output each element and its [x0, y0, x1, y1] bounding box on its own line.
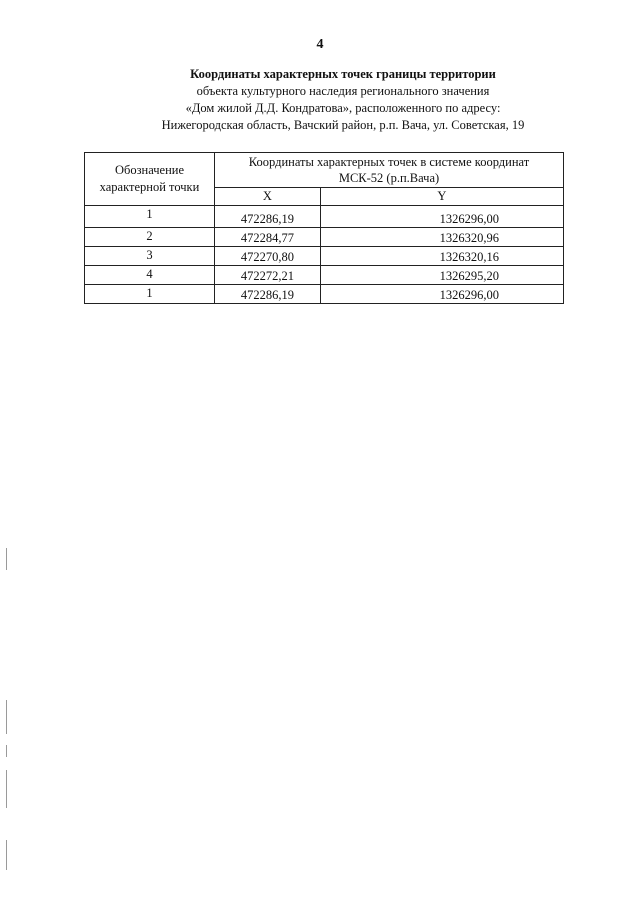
- scan-margin-mark: [6, 700, 7, 734]
- heading-object-type: объекта культурного наследия регионального значения: [196, 84, 490, 98]
- cell-x: 472270,80: [215, 247, 321, 266]
- scan-margin-mark: [6, 770, 7, 808]
- cell-x: 472286,19: [215, 206, 321, 228]
- cell-x: 472286,19: [215, 285, 321, 304]
- heading-object-name: «Дом жилой Д.Д. Кондратова», расположенного по адресу:: [185, 101, 501, 115]
- cell-y: 1326320,16: [320, 247, 563, 266]
- heading-title: Координаты характерных точек границы территории: [190, 67, 496, 81]
- cell-y: 1326295,20: [320, 266, 563, 285]
- cell-point: 1: [85, 285, 215, 304]
- cell-y: 1326296,00: [320, 206, 563, 228]
- page-number: 4: [316, 37, 324, 52]
- cell-point: 4: [85, 266, 215, 285]
- header-coords-line1: Координаты характерных точек в системе координат: [248, 154, 530, 169]
- cell-y: 1326320,96: [320, 228, 563, 247]
- table-row: [85, 285, 564, 304]
- cell-point: 3: [85, 247, 215, 266]
- cell-point: 1: [85, 206, 215, 228]
- cell-point: 2: [85, 228, 215, 247]
- scan-margin-mark: [6, 745, 7, 757]
- cell-y: 1326296,00: [320, 285, 563, 304]
- table-row: [85, 228, 564, 247]
- header-coordinates-group: [215, 153, 564, 188]
- header-y: Y: [320, 187, 563, 205]
- heading-address: Нижегородская область, Вачский район, р.п. Вача, ул. Советская, 19: [161, 118, 525, 132]
- scan-margin-mark: [6, 840, 7, 870]
- table-row: [85, 206, 564, 228]
- header-x: X: [215, 187, 321, 205]
- coordinates-table: [84, 152, 564, 304]
- cell-x: 472272,21: [215, 266, 321, 285]
- scan-margin-mark: [6, 548, 7, 570]
- cell-x: 472284,77: [215, 228, 321, 247]
- header-point-line1: Обозначение: [114, 163, 185, 177]
- header-point-line2: характерной точки: [99, 180, 200, 194]
- table-header-row: [85, 153, 564, 188]
- header-coords-line2: МСК-52 (р.п.Вача): [338, 170, 440, 185]
- table-row: [85, 247, 564, 266]
- table-row: [85, 266, 564, 285]
- header-point-designation: [85, 153, 215, 206]
- document-heading: [100, 66, 586, 134]
